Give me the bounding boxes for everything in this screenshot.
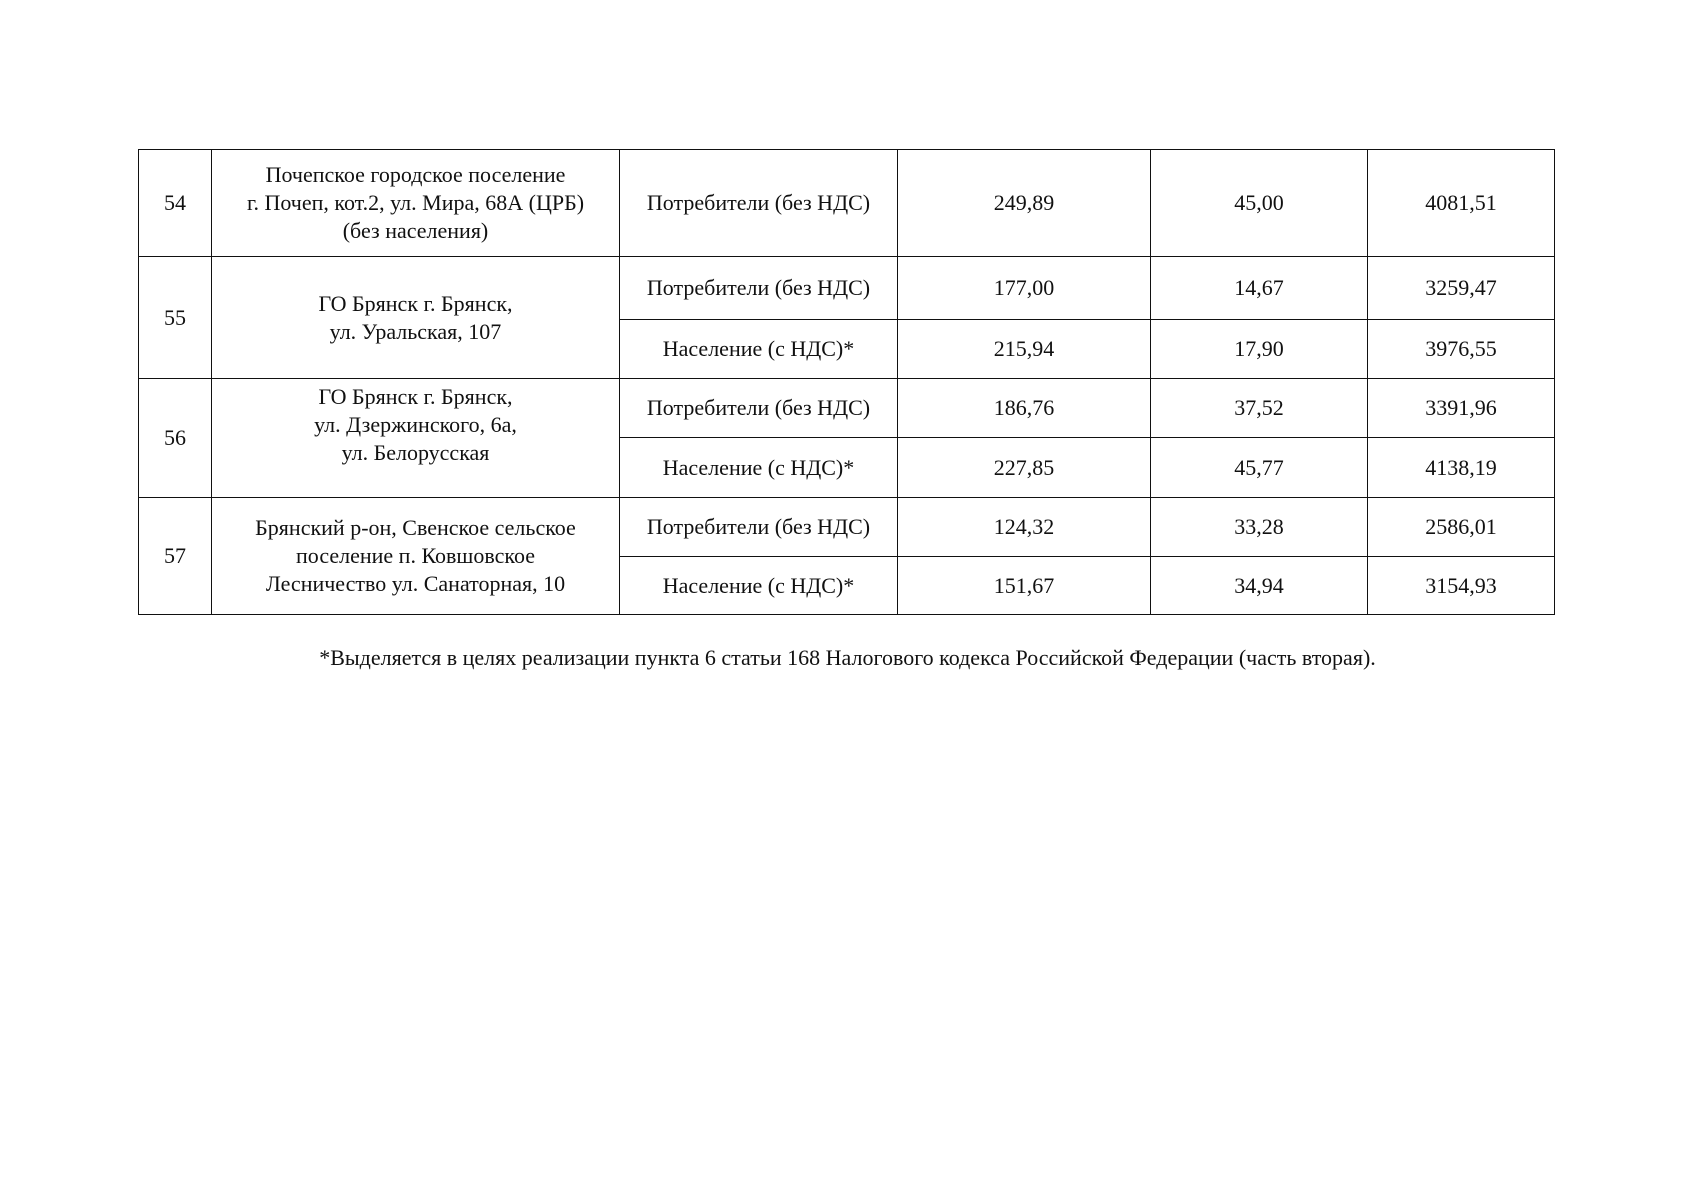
value-cell: 215,94 (898, 320, 1151, 379)
address-line: Лесничество ул. Санаторная, 10 (265, 571, 566, 596)
row-number: 55 (139, 257, 212, 379)
table-row (139, 257, 1555, 320)
consumer-category: Потребители (без НДС) (620, 150, 898, 257)
value-cell: 3391,96 (1368, 379, 1555, 438)
footnote: *Выделяется в целях реализации пункта 6 статьи 168 Налогового кодекса Российской Федерации (часть вторая). (319, 645, 1376, 670)
value-cell: 124,32 (898, 498, 1151, 557)
row-number: 56 (139, 379, 212, 498)
value-cell: 34,94 (1151, 557, 1368, 615)
consumer-category: Население (с НДС)* (620, 557, 898, 615)
value-cell: 45,77 (1151, 438, 1368, 498)
value-cell: 3154,93 (1368, 557, 1555, 615)
row-number: 54 (139, 150, 212, 257)
table-row (139, 150, 1555, 257)
value-cell: 186,76 (898, 379, 1151, 438)
tariff-table (138, 149, 1555, 615)
value-cell: 4138,19 (1368, 438, 1555, 498)
consumer-category: Потребители (без НДС) (620, 379, 898, 438)
value-cell: 3976,55 (1368, 320, 1555, 379)
address-line: ул. Белорусская (341, 440, 490, 465)
address-line: Почепское городское поселение (265, 162, 566, 187)
consumer-category: Потребители (без НДС) (620, 257, 898, 320)
address-cell (212, 498, 620, 615)
table-row (139, 379, 1555, 438)
address-line: (без населения) (342, 218, 489, 243)
address-line: ГО Брянск г. Брянск, (318, 384, 513, 409)
value-cell: 33,28 (1151, 498, 1368, 557)
address-cell (212, 257, 620, 379)
value-cell: 45,00 (1151, 150, 1368, 257)
consumer-category: Потребители (без НДС) (620, 498, 898, 557)
consumer-category: Население (с НДС)* (620, 320, 898, 379)
value-cell: 14,67 (1151, 257, 1368, 320)
consumer-category: Население (с НДС)* (620, 438, 898, 498)
row-number: 57 (139, 498, 212, 615)
address-line: ул. Уральская, 107 (329, 318, 502, 344)
value-cell: 2586,01 (1368, 498, 1555, 557)
value-cell: 227,85 (898, 438, 1151, 498)
value-cell: 177,00 (898, 257, 1151, 320)
value-cell: 37,52 (1151, 379, 1368, 438)
value-cell: 4081,51 (1368, 150, 1555, 257)
table-row (139, 498, 1555, 557)
value-cell: 17,90 (1151, 320, 1368, 379)
address-line: ул. Дзержинского, 6а, (314, 412, 517, 437)
address-line: ГО Брянск г. Брянск, (318, 290, 513, 316)
value-cell: 151,67 (898, 557, 1151, 615)
address-cell (212, 150, 620, 257)
address-line: Брянский р-он, Свенское сельское (255, 515, 576, 540)
value-cell: 3259,47 (1368, 257, 1555, 320)
address-cell (212, 379, 620, 498)
address-line: г. Почеп, кот.2, ул. Мира, 68А (ЦРБ) (246, 190, 585, 215)
address-line: поселение п. Ковшовское (296, 543, 535, 568)
value-cell: 249,89 (898, 150, 1151, 257)
